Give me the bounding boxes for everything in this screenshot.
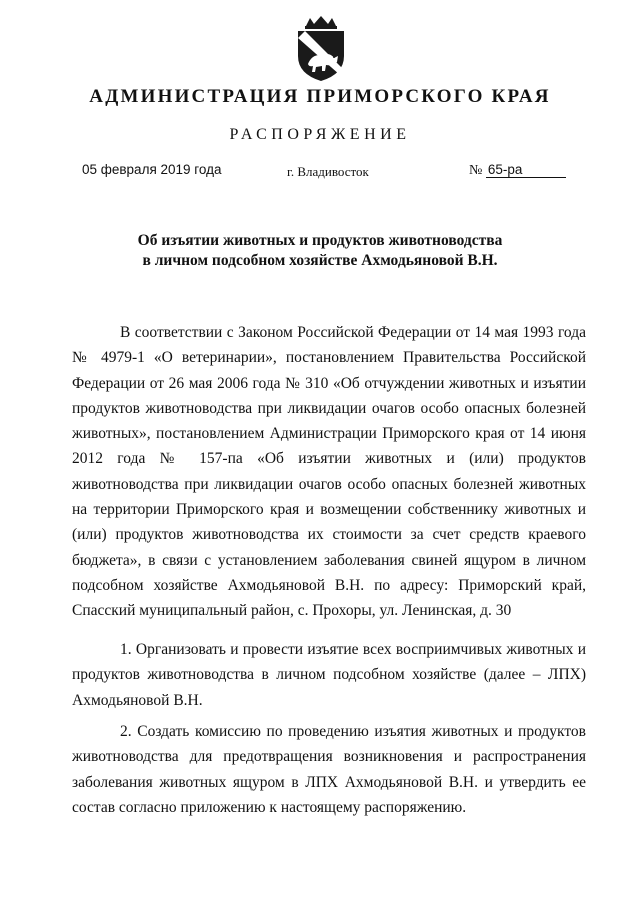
organization-name: АДМИНИСТРАЦИЯ ПРИМОРСКОГО КРАЯ xyxy=(89,86,551,107)
preamble-text: В соответствии с Законом Российской Федерации от 14 мая 1993 года № 4979-1 «О ветеринарии», постановлением Правительства Российской Федерации от 26 мая 2006 года № 310 «Об отчуждении животных и изъятии продуктов животноводства при ликвидации очагов особо опасных болезней животных», постановлением Администрации Приморского края от 14 июня 2012 года № 157-па «Об изъятии животных и (или) продуктов животноводства при ликвидации очагов особо опасных болезней животных на территории Приморского края и возмещении собственнику животных и (или) продуктов животноводства их стоимости за счет средств краевого бюджета», в связи с установлением заболевания свиней ящуром в личном подсобном хозяйстве Ахмодьяновой В.Н. по адресу: Приморский край, Спасский муниципальный район, с. Прохоры, ул. Ленинская, д. 30 xyxy=(72,324,586,620)
number-sign: № xyxy=(469,163,483,178)
item-2-text: 2. Создать комиссию по проведению изъятия животных и продуктов животноводства для предотвращения возникновения и распространения заболевания животных ящуром в ЛПХ Ахмодьяновой В.Н. и утвердить ее состав согласно приложению к настоящему распоряжению. xyxy=(72,723,586,816)
document-title xyxy=(0,231,640,271)
item-1-text: 1. Организовать и провести изъятие всех восприимчивых животных и продуктов животноводства в личном подсобном хозяйстве (далее – ЛПХ) Ахмодьяновой В.Н. xyxy=(72,641,586,709)
item-1-paragraph xyxy=(72,637,586,713)
coat-of-arms-icon xyxy=(292,16,350,82)
document-type: РАСПОРЯЖЕНИЕ xyxy=(229,126,411,143)
document-city: г. Владивосток xyxy=(287,164,369,179)
document-number xyxy=(469,162,566,179)
title-line-2: в личном подсобном хозяйстве Ахмодьяновой В.Н. xyxy=(142,252,498,269)
preamble-paragraph xyxy=(72,320,586,624)
document-date: 05 февраля 2019 года xyxy=(82,162,222,177)
number-value: 65-ра xyxy=(486,162,566,178)
item-2-paragraph xyxy=(72,719,586,820)
title-line-1: Об изъятии животных и продуктов животноводства xyxy=(137,232,503,249)
